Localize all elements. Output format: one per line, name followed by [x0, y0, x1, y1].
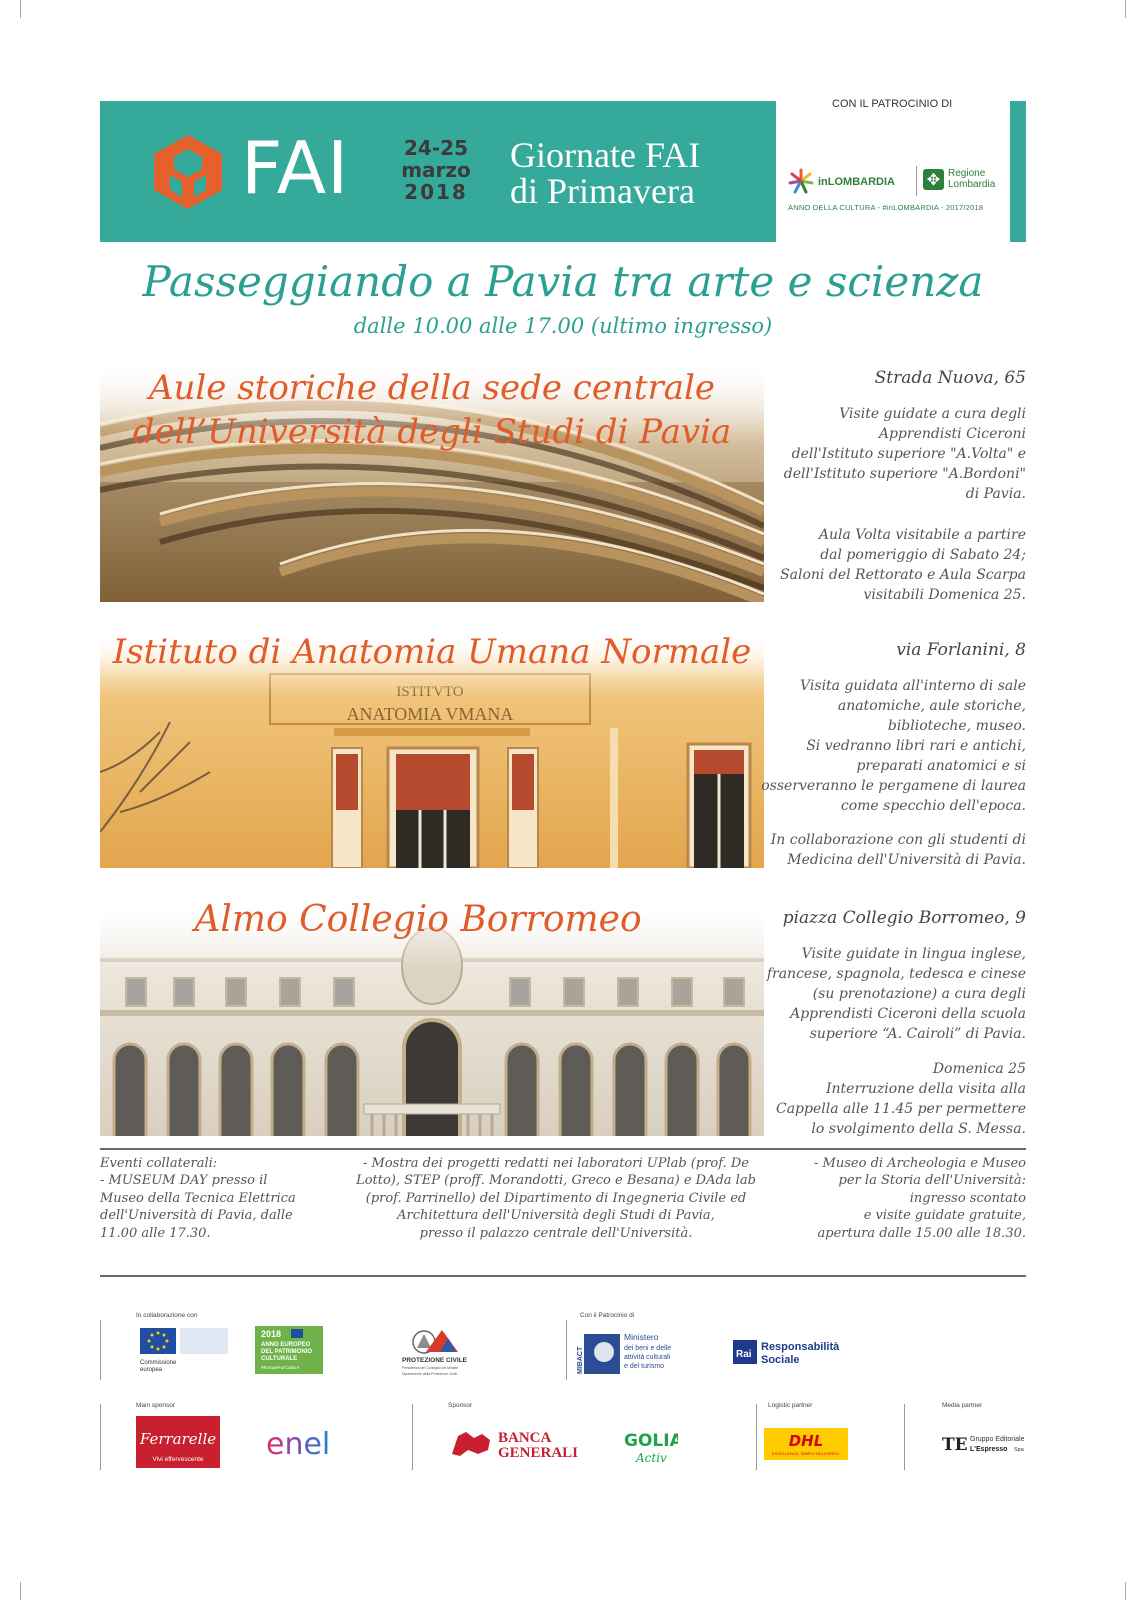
mibact-logo	[576, 1328, 706, 1378]
mibact-line2: dei beni e delle	[624, 1345, 672, 1352]
protezione-civile-sub1: Presidenza del Consiglio dei Ministri	[402, 1366, 459, 1370]
heritage-line3: DEL PATRIMONIO	[261, 1349, 312, 1355]
separator	[756, 1404, 757, 1470]
heritage-line4: CULTURALE	[261, 1356, 298, 1362]
gruppo-espresso-logo	[942, 1430, 1028, 1456]
heritage-year-logo	[255, 1326, 323, 1374]
enel-logo	[262, 1424, 362, 1464]
heritage-line2: ANNO EUROPEO	[261, 1342, 311, 1348]
gruppo-suffix: Spa	[1014, 1447, 1024, 1453]
patronage-label: CON IL PATROCINIO DI	[832, 98, 953, 110]
enel-wordmark: enel	[266, 1427, 331, 1462]
section-title-anatomy: Istituto di Anatomia Umana Normale	[112, 632, 752, 672]
description-university-hours: Aula Volta visitabile a partire dal pomeriggio di Sabato 24; Saloni del Rettorato e Aula Scarpa visitabili Domenica 25.	[780, 527, 1026, 603]
banca-line1: BANCA	[498, 1430, 552, 1446]
separator	[566, 1320, 567, 1380]
separator	[100, 1320, 101, 1380]
crop-mark	[20, 0, 21, 18]
protezione-civile-logo	[398, 1326, 488, 1380]
rai-logo	[733, 1338, 863, 1368]
section-title-borromeo: Almo Collegio Borromeo	[194, 899, 642, 940]
gruppo-mark-icon: TE	[942, 1435, 968, 1455]
collab-label: In collaborazione con	[136, 1312, 198, 1319]
address-university: Strada Nuova, 65	[874, 368, 1026, 388]
golia-wordmark: GOLIA	[624, 1431, 678, 1451]
golia-logo	[622, 1424, 678, 1466]
section-title-university: Aule storiche della sede centrale dell’Università degli Studi di Pavia	[132, 368, 732, 452]
address-borromeo: piazza Collegio Borromeo, 9	[782, 908, 1026, 928]
crop-mark	[1125, 0, 1126, 18]
dhl-wordmark: DHL	[788, 1432, 824, 1450]
banca-generali-logo	[448, 1426, 582, 1462]
divider-bottom	[100, 1275, 1026, 1277]
description-anatomy-collab: In collaborazione con gli studenti di Medicina dell'Università di Pavia.	[770, 832, 1026, 868]
anno-cultura-text: ANNO DELLA CULTURA - #inLOMBARDIA - 2017/2018	[788, 203, 984, 212]
mibact-line1: Ministero	[624, 1332, 659, 1342]
description-borromeo-mass: Domenica 25 Interruzione della visita alla Cappella alle 11.45 per permettere lo svolgimento della S. Messa.	[776, 1061, 1026, 1137]
mibact-abbr: MIBACT	[577, 1346, 584, 1374]
eu-caption-line2: europea	[140, 1367, 163, 1373]
heritage-year: 2018	[261, 1329, 282, 1339]
mibact-line3: attività culturali	[624, 1354, 671, 1361]
rai-badge: Rai	[736, 1349, 752, 1360]
page-title: Passeggiando a Pavia tra arte e scienza	[142, 257, 984, 306]
lombardia-logo	[788, 166, 1002, 202]
regione-lombardia-text: Regione Lombardia	[948, 168, 996, 190]
golia-sub: Activ	[636, 1451, 667, 1465]
dhl-tagline: EXCELLENCE. SIMPLY DELIVERED.	[772, 1451, 840, 1456]
fai-logo-icon	[150, 135, 226, 209]
event-dates: 24-25 marzo 2018	[401, 136, 471, 204]
regione-cross-icon: ✥	[923, 169, 944, 190]
gruppo-line2: L'Espresso	[970, 1446, 1008, 1453]
patronage-sponsor-label: Con il Patrocinio di	[580, 1312, 635, 1319]
events-column-3: - Museo di Archeologia e Museo per la Storia dell'Università: ingresso scontato e visite guidate gratuite, apertura dalle 15.00 alle 18.30.	[814, 1156, 1026, 1241]
header-accent-strip	[1010, 101, 1026, 242]
description-anatomy: Visita guidata all'interno di sale anatomiche, aule storiche, biblioteche, museo. Si vedranno libri rari e antichi, preparati anatomici e si osserveranno le pergamene di laurea come specchio dell'epoca.	[761, 678, 1026, 814]
lombardia-star-icon	[788, 168, 814, 194]
banca-line2: GENERALI	[498, 1445, 579, 1461]
protezione-civile-sub2: Dipartimento della Protezione Civile	[402, 1372, 458, 1376]
header-banner	[100, 101, 776, 242]
divider-top	[100, 1148, 1026, 1150]
main-sponsor-label: Main sponsor	[136, 1402, 176, 1409]
rai-line1: Responsabilità	[761, 1341, 840, 1353]
description-university: Visite guidate a cura degli Apprendisti Ciceroni dell'Istituto superiore "A.Volta" e dell'Istituto superiore "A.Bordoni" di Pavia.	[783, 406, 1026, 502]
european-commission-logo	[136, 1326, 232, 1374]
logo-divider	[916, 166, 917, 196]
dhl-logo	[764, 1428, 848, 1460]
separator	[100, 1404, 101, 1470]
opening-hours: dalle 10.00 alle 17.00 (ultimo ingresso)	[353, 314, 773, 338]
eu-caption-line1: Commissione	[140, 1360, 177, 1366]
address-anatomy: via Forlanini, 8	[896, 640, 1026, 660]
ferrarelle-logo	[136, 1416, 220, 1468]
crop-mark	[1125, 1582, 1126, 1600]
logistic-partner-label: Logistic partner	[768, 1402, 813, 1409]
separator	[412, 1404, 413, 1470]
gruppo-line1: Gruppo Editoriale	[970, 1436, 1025, 1443]
events-column-2: - Mostra dei progetti redatti nei laboratori UPlab (prof. De Lotto), STEP (proff. Morandotti, Greco e Besana) e DAda lab (prof. Parrinello) del Dipartimento di Ingegneria Civile ed Architettura dell'Università degli Studi di Pavia, presso il palazzo centrale dell'Università.	[356, 1156, 756, 1241]
inlombardia-text: inLOMBARDIA	[818, 176, 895, 188]
ferrarelle-wordmark: Ferrarelle	[139, 1430, 217, 1448]
events-column-1: Eventi collaterali: - MUSEUM DAY presso il Museo della Tecnica Elettrica dell'Università di Pavia, dalle 11.00 alle 17.30.	[100, 1156, 296, 1241]
rai-line2: Sociale	[761, 1354, 800, 1366]
mibact-line4: e del turismo	[624, 1363, 665, 1370]
fai-wordmark: FAI	[241, 126, 350, 210]
description-borromeo: Visite guidate in lingua inglese, francese, spagnola, tedesca e cinese (su prenotazione) a cura degli Apprendisti Ciceroni della scuola superiore “A. Cairoli” di Pavia.	[766, 946, 1026, 1042]
ferrarelle-tagline: Vivi effervescente	[152, 1456, 204, 1463]
protezione-civile-name: PROTEZIONE CIVILE	[402, 1357, 468, 1364]
media-partner-label: Media partner	[942, 1402, 983, 1409]
crop-mark	[20, 1582, 21, 1600]
heritage-tag: #EuropeForCulture	[261, 1365, 300, 1370]
separator	[904, 1404, 905, 1470]
event-name: Giornate FAI di Primavera	[510, 135, 701, 211]
sponsor-label: Sponsor	[448, 1402, 473, 1409]
